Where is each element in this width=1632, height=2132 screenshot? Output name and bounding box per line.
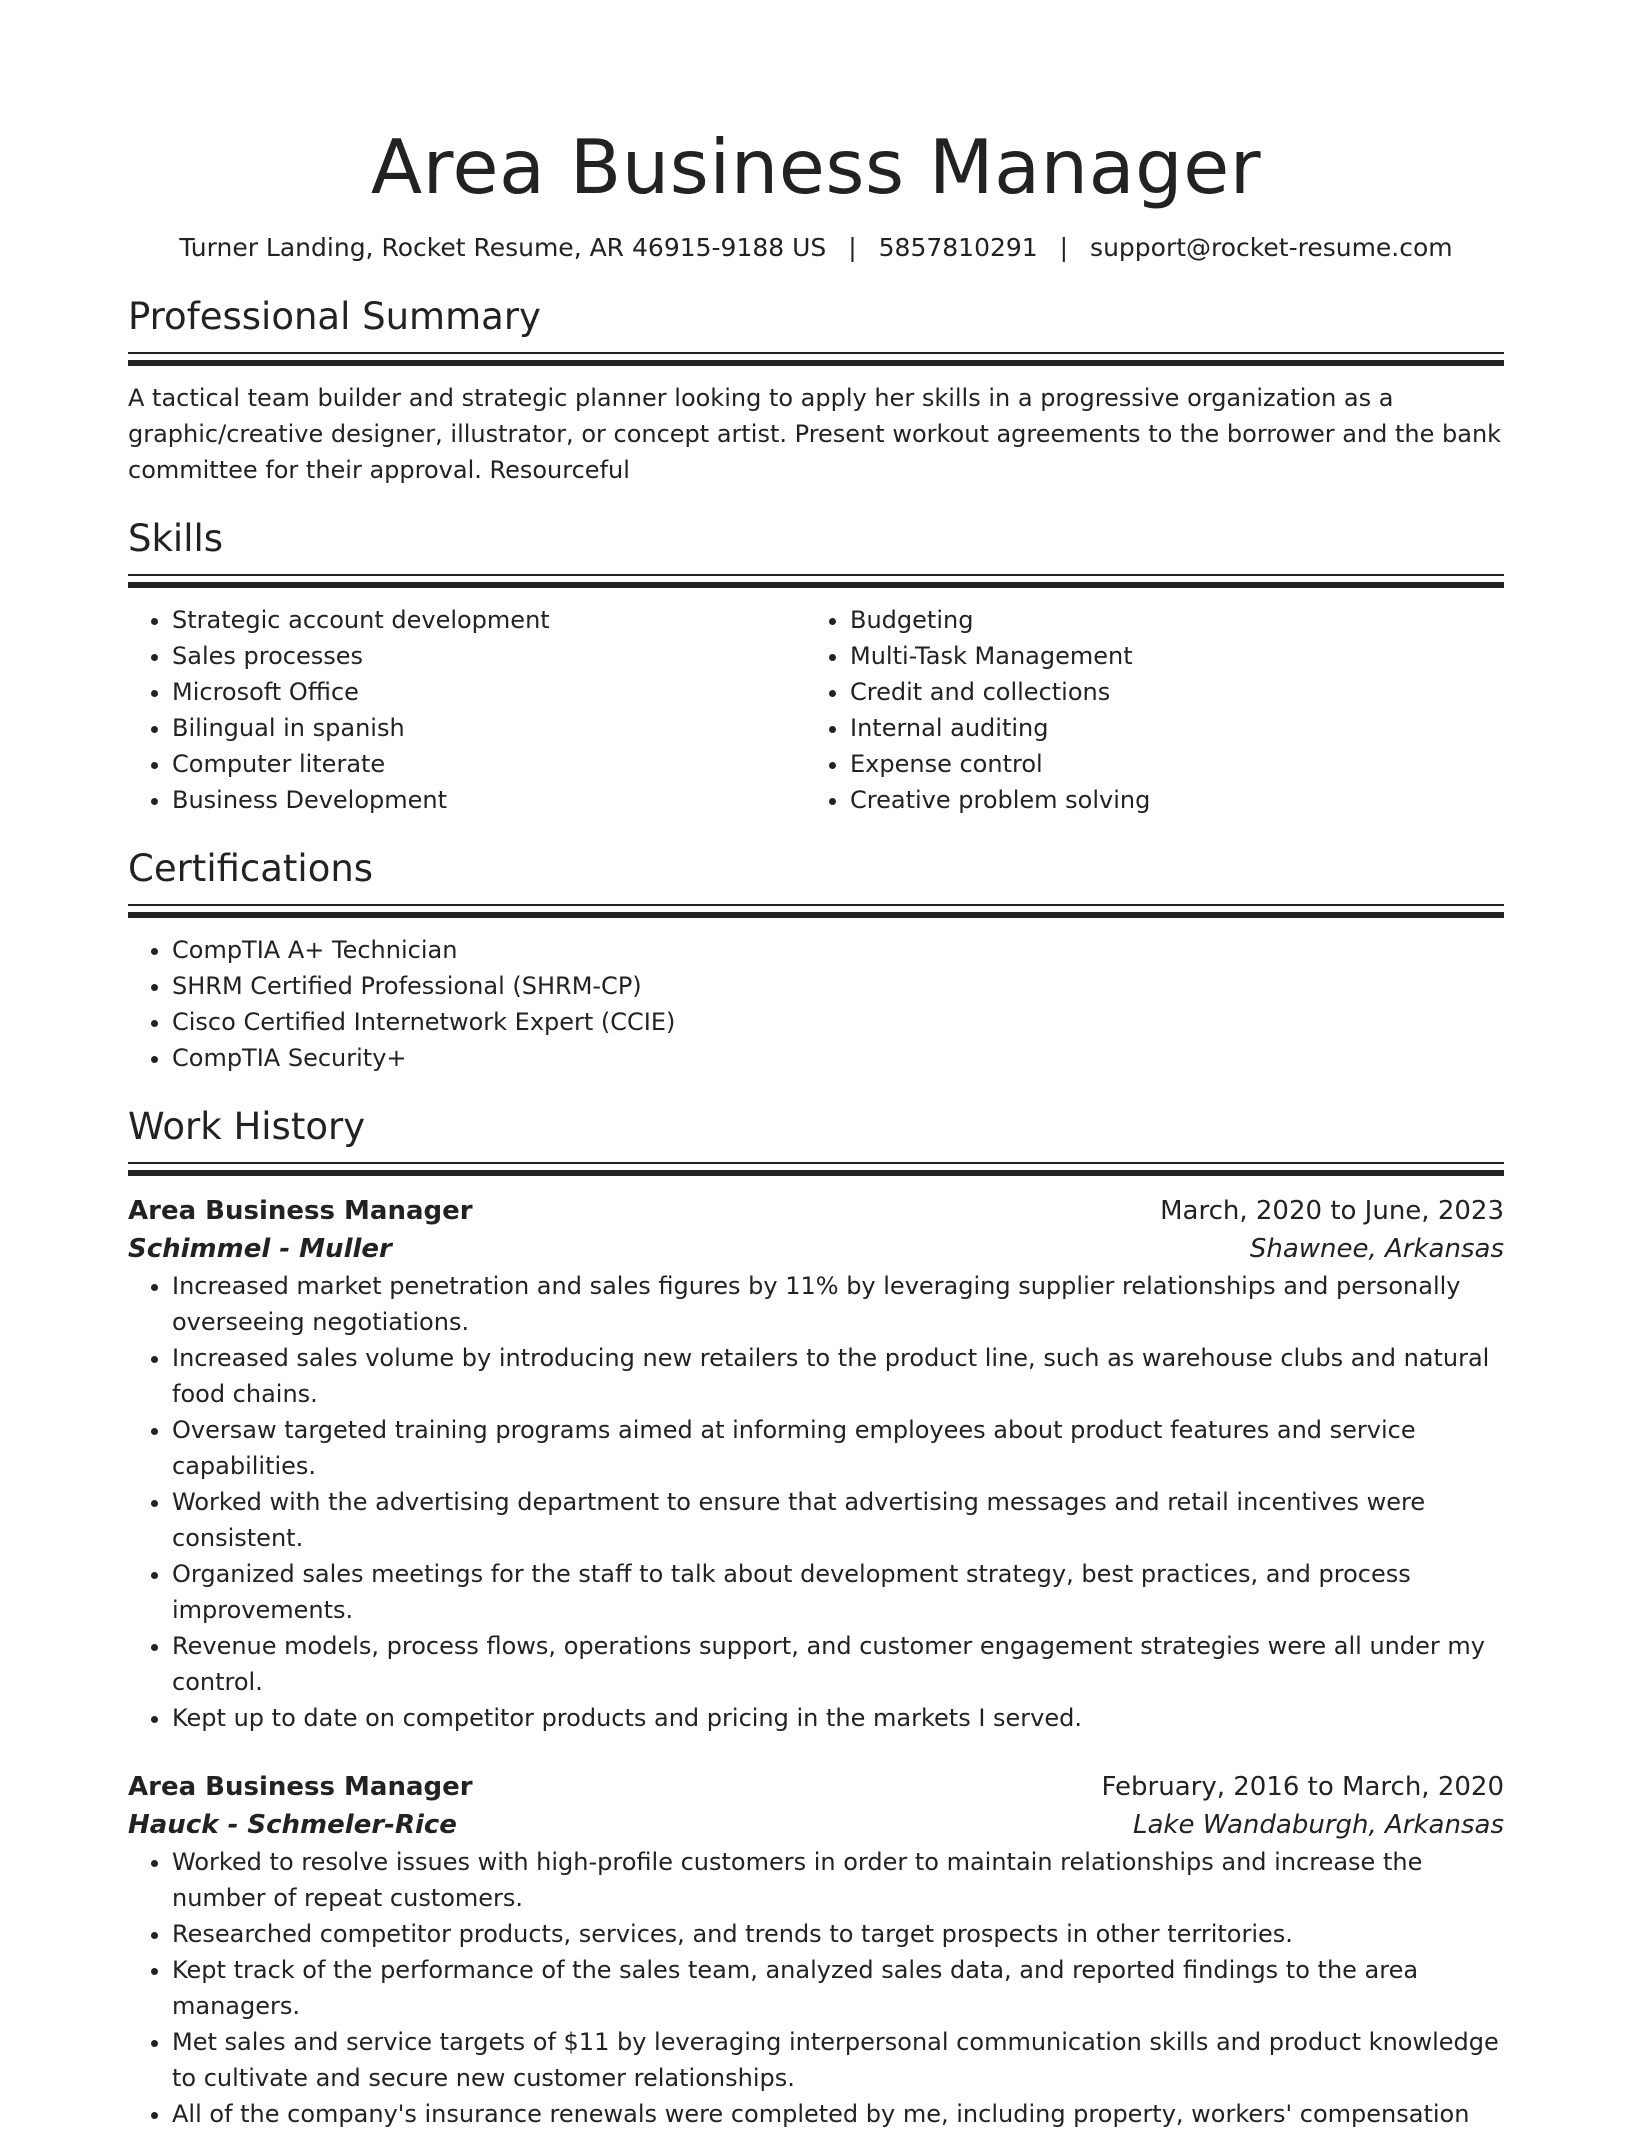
skills-section [128, 514, 1504, 818]
job-header-row [128, 1768, 1504, 1806]
section-heading-work-history: Work History [128, 1105, 366, 1148]
skill-item: • Credit and collections [850, 674, 1484, 710]
section-rule-thick [128, 582, 1504, 588]
job-header-row [128, 1192, 1504, 1230]
job-title: Area Business Manager [128, 1196, 473, 1226]
certifications-section [128, 844, 1504, 1076]
contact-phone: 5857810291 [878, 233, 1038, 262]
skill-item: • Bilingual in spanish [172, 710, 806, 746]
certification-item: • Cisco Certified Internetwork Expert (CCIE) [172, 1004, 1504, 1040]
skills-grid [128, 602, 1504, 818]
contact-email: support@rocket-resume.com [1090, 233, 1453, 262]
job-company-row [128, 1230, 1504, 1268]
job-location: Lake Wandaburgh, Arkansas [1132, 1810, 1504, 1840]
summary-text: A tactical team builder and strategic planner looking to apply her skills in a progressive organization as a graphic/creative designer, illustrator, or concept artist. Present workout agreements to the borrower and the bank committee for their approval. Resourceful [128, 384, 1502, 484]
job-bullet: • Increased sales volume by introducing new retailers to the product line, such as warehouse clubs and natural food chains. [172, 1340, 1504, 1412]
job-bullet: • Researched competitor products, services, and trends to target prospects in other territories. [172, 1916, 1504, 1952]
job-title: Area Business Manager [128, 1772, 473, 1802]
job-bullet: • Organized sales meetings for the staff to talk about development strategy, best practices, and process improvements. [172, 1556, 1504, 1628]
section-rule-thin [128, 1162, 1504, 1164]
skill-item: • Microsoft Office [172, 674, 806, 710]
skill-item: • Expense control [850, 746, 1484, 782]
contact-separator: | [848, 233, 857, 262]
job-company: Schimmel - Muller [128, 1234, 392, 1264]
certification-item: • CompTIA Security+ [172, 1040, 1504, 1076]
job-dates: February, 2016 to March, 2020 [1101, 1772, 1504, 1802]
contact-line [128, 230, 1504, 266]
job-bullet: • Worked with the advertising department to ensure that advertising messages and retail incentives were consistent. [172, 1484, 1504, 1556]
job-company: Hauck - Schmeler-Rice [128, 1810, 457, 1840]
job-bullet: • Kept up to date on competitor products and pricing in the markets I served. [172, 1700, 1504, 1736]
contact-address: Turner Landing, Rocket Resume, AR 46915-9188 US [179, 233, 827, 262]
job-bullet: • Met sales and service targets of $11 by leveraging interpersonal communication skills and product knowledge to cultivate and secure new customer relationships. [172, 2024, 1504, 2096]
skills-column-left [128, 602, 806, 818]
section-heading-skills: Skills [128, 517, 224, 560]
job-bullet: • Oversaw targeted training programs aimed at informing employees about product features and service capabilities. [172, 1412, 1504, 1484]
section-rule-thick [128, 360, 1504, 366]
skills-list-right [806, 602, 1484, 818]
contact-separator: | [1059, 233, 1069, 262]
skill-item: • Computer literate [172, 746, 806, 782]
skill-item: • Sales processes [172, 638, 806, 674]
job-bullet: • Revenue models, process flows, operations support, and customer engagement strategies were all under my control. [172, 1628, 1504, 1700]
section-rule-thin [128, 352, 1504, 354]
certification-item: • CompTIA A+ Technician [172, 932, 1504, 968]
skills-list-left [128, 602, 806, 818]
job-dates: March, 2020 to June, 2023 [1160, 1196, 1504, 1226]
job-bullet: • All of the company's insurance renewals were completed by me, including property, workers' compensation [172, 2096, 1504, 2132]
section-rule-thin [128, 904, 1504, 906]
skills-column-right [806, 602, 1484, 818]
section-rule-thick [128, 912, 1504, 918]
section-rule-thick [128, 1170, 1504, 1176]
skill-item: • Budgeting [850, 602, 1484, 638]
certifications-list [128, 932, 1504, 1076]
certification-item: • SHRM Certified Professional (SHRM-CP) [172, 968, 1504, 1004]
job-bullet-list [128, 1844, 1504, 2132]
work-history-section [128, 1102, 1504, 2132]
skill-item: • Strategic account development [172, 602, 806, 638]
job-company-row [128, 1806, 1504, 1844]
resume-title: Area Business Manager [370, 123, 1262, 211]
resume-content [128, 112, 1504, 2132]
skill-item: • Internal auditing [850, 710, 1484, 746]
job-bullet: • Worked to resolve issues with high-profile customers in order to maintain relationships and increase the number of repeat customers. [172, 1844, 1504, 1916]
section-heading-certifications: Certifications [128, 847, 374, 890]
job-entry [128, 1192, 1504, 1736]
job-bullet: • Increased market penetration and sales figures by 11% by leveraging supplier relationships and personally overseeing negotiations. [172, 1268, 1504, 1340]
job-entry [128, 1768, 1504, 2132]
skill-item: • Multi-Task Management [850, 638, 1484, 674]
job-location: Shawnee, Arkansas [1249, 1234, 1504, 1264]
job-bullet: • Kept track of the performance of the sales team, analyzed sales data, and reported findings to the area managers. [172, 1952, 1504, 2024]
summary-section [128, 292, 1504, 488]
section-heading-summary: Professional Summary [128, 295, 541, 338]
job-bullet-list [128, 1268, 1504, 1736]
skill-item: • Business Development [172, 782, 806, 818]
skill-item: • Creative problem solving [850, 782, 1484, 818]
section-rule-thin [128, 574, 1504, 576]
